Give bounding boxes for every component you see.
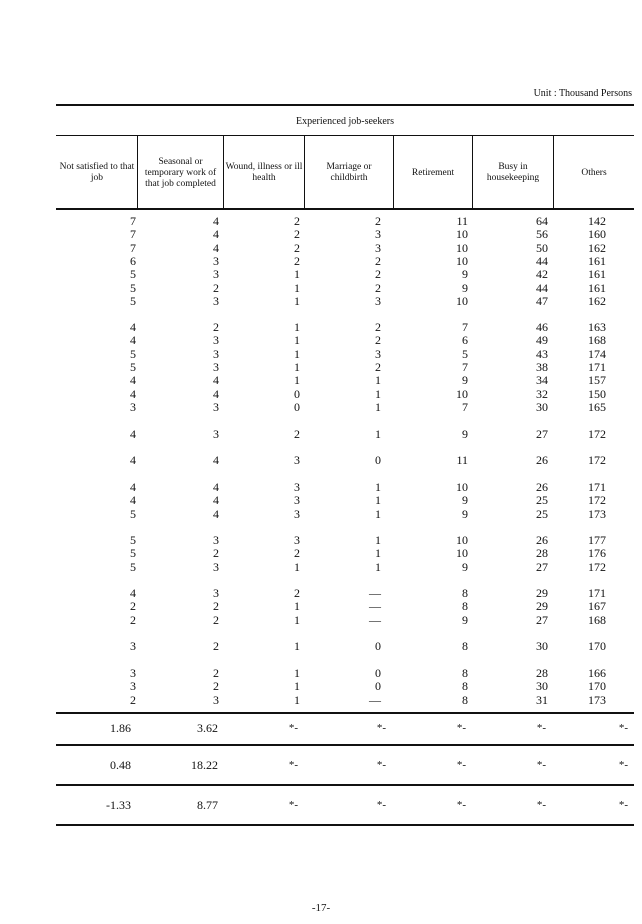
table-cell: 3 xyxy=(375,240,381,255)
table-cell: 5 xyxy=(130,293,136,308)
table-cell: 9 xyxy=(462,427,468,441)
table-row xyxy=(56,361,634,374)
table-cell: 4 xyxy=(213,227,219,242)
table-cell: 168 xyxy=(588,333,606,348)
table-cell: 161 xyxy=(588,280,606,295)
table-cell: 10 xyxy=(456,386,468,401)
summary-top-rule xyxy=(56,712,634,714)
table-cell: 1 xyxy=(294,346,300,361)
table-cell: 172 xyxy=(588,427,606,441)
table-cell: 8 xyxy=(462,586,468,600)
table-cell: 64 xyxy=(536,214,548,228)
table-cell: 3 xyxy=(375,346,381,361)
table-cell: 44 xyxy=(536,253,548,268)
table-cell: 2 xyxy=(294,427,300,441)
table-cell: 4 xyxy=(213,386,219,401)
table-cell: 162 xyxy=(588,240,606,255)
table-cell: 30 xyxy=(536,399,548,414)
table-row xyxy=(56,388,634,401)
summary-cell: *- xyxy=(618,759,628,771)
table-cell: 165 xyxy=(588,399,606,414)
table-cell: 10 xyxy=(456,227,468,242)
table-cell: 4 xyxy=(130,427,136,441)
table-cell: 30 xyxy=(536,679,548,694)
table-cell: 2 xyxy=(294,253,300,268)
table-cell: 29 xyxy=(536,599,548,614)
summary-divider xyxy=(56,784,634,786)
table-cell: 38 xyxy=(536,359,548,374)
table-cell: 2 xyxy=(213,666,219,680)
summary-cell: *- xyxy=(536,759,546,771)
table-cell: 1 xyxy=(375,386,381,401)
table-cell: 162 xyxy=(588,293,606,308)
table-cell: 3 xyxy=(213,359,219,374)
table-cell: 1 xyxy=(375,373,381,388)
table-cell: 7 xyxy=(130,214,136,228)
table-cell: 9 xyxy=(462,493,468,508)
table-cell: 3 xyxy=(294,533,300,547)
table-row xyxy=(56,295,634,308)
table-cell: 172 xyxy=(588,453,606,467)
table-cell: 2 xyxy=(375,253,381,268)
summary-cell: *- xyxy=(288,722,298,734)
table-cell: 49 xyxy=(536,333,548,348)
bottom-rule xyxy=(56,824,634,826)
table-cell: 1 xyxy=(375,399,381,414)
table-cell: 26 xyxy=(536,480,548,494)
table-cell: 6 xyxy=(130,253,136,268)
table-cell: 27 xyxy=(536,559,548,574)
table-cell: 2 xyxy=(375,320,381,334)
table-cell: 1 xyxy=(294,679,300,694)
table-cell: 1 xyxy=(375,493,381,508)
table-row xyxy=(56,481,634,494)
summary-cell: *- xyxy=(618,722,628,734)
table-row xyxy=(56,282,634,295)
unit-label: Unit : Thousand Persons xyxy=(533,88,632,99)
summary-cell: 8.77 xyxy=(197,798,218,812)
table-row xyxy=(56,454,634,467)
table-cell: 4 xyxy=(213,480,219,494)
table-cell: 2 xyxy=(294,240,300,255)
table-row xyxy=(56,255,634,268)
table-cell: 3 xyxy=(130,666,136,680)
table-row xyxy=(56,680,634,693)
table-row xyxy=(56,348,634,361)
table-cell: 28 xyxy=(536,666,548,680)
table-row xyxy=(56,587,634,600)
table-cell: 43 xyxy=(536,346,548,361)
top-rule xyxy=(56,104,634,106)
table-cell: 2 xyxy=(375,359,381,374)
table-cell: 3 xyxy=(213,293,219,308)
table-cell: 2 xyxy=(130,692,136,707)
table-row xyxy=(56,694,634,707)
table-cell: 157 xyxy=(588,373,606,388)
table-cell: — xyxy=(369,599,381,614)
table-cell: 166 xyxy=(588,666,606,680)
table-cell: 1 xyxy=(294,359,300,374)
summary-cell: *- xyxy=(376,722,386,734)
table-cell: 10 xyxy=(456,240,468,255)
table-cell: 8 xyxy=(462,599,468,614)
table-cell: 3 xyxy=(213,399,219,414)
table-cell: 172 xyxy=(588,559,606,574)
table-cell: 176 xyxy=(588,546,606,561)
table-cell: 3 xyxy=(213,533,219,547)
table-cell: 7 xyxy=(462,359,468,374)
summary-cell: *- xyxy=(456,759,466,771)
summary-cell: *- xyxy=(376,759,386,771)
table-cell: 30 xyxy=(536,639,548,653)
table-cell: 3 xyxy=(294,453,300,467)
table-cell: 44 xyxy=(536,280,548,295)
table-cell: 1 xyxy=(294,267,300,282)
table-cell: 1 xyxy=(375,559,381,574)
table-cell: 1 xyxy=(375,506,381,521)
table-cell: 1 xyxy=(294,666,300,680)
table-cell: 10 xyxy=(456,293,468,308)
table-row xyxy=(56,600,634,613)
table-cell: 160 xyxy=(588,227,606,242)
table-cell: 2 xyxy=(294,586,300,600)
summary-cell: *- xyxy=(288,799,298,811)
column-header-not-satisfied: Not satisfied to that job xyxy=(59,162,135,183)
table-row xyxy=(56,640,634,653)
table-cell: 4 xyxy=(130,453,136,467)
table-cell: 9 xyxy=(462,373,468,388)
table-cell: 2 xyxy=(294,214,300,228)
table-row xyxy=(56,428,634,441)
summary-cell: *- xyxy=(376,799,386,811)
table-row xyxy=(56,334,634,347)
table-cell: 25 xyxy=(536,506,548,521)
table-cell: 4 xyxy=(213,506,219,521)
table-cell: 2 xyxy=(213,612,219,627)
table-cell: 173 xyxy=(588,506,606,521)
table-cell: 5 xyxy=(130,559,136,574)
table-cell: 9 xyxy=(462,612,468,627)
table-cell: 4 xyxy=(130,480,136,494)
table-cell: 1 xyxy=(294,559,300,574)
table-cell: 9 xyxy=(462,267,468,282)
table-cell: 2 xyxy=(375,214,381,228)
table-cell: 5 xyxy=(130,533,136,547)
table-cell: 163 xyxy=(588,320,606,334)
table-cell: 10 xyxy=(456,546,468,561)
summary-cell: *- xyxy=(456,799,466,811)
table-cell: 46 xyxy=(536,320,548,334)
table-cell: 25 xyxy=(536,493,548,508)
table-cell: 4 xyxy=(130,320,136,334)
summary-divider xyxy=(56,744,634,746)
table-cell: 2 xyxy=(375,333,381,348)
table-cell: 26 xyxy=(536,453,548,467)
table-cell: 2 xyxy=(130,612,136,627)
table-cell: 7 xyxy=(130,240,136,255)
table-row xyxy=(56,215,634,228)
table-cell: 27 xyxy=(536,612,548,627)
table-cell: 3 xyxy=(213,253,219,268)
table-cell: 47 xyxy=(536,293,548,308)
table-cell: 32 xyxy=(536,386,548,401)
group-header: Experienced job-seekers xyxy=(295,116,394,127)
table-cell: 27 xyxy=(536,427,548,441)
table-cell: 3 xyxy=(213,267,219,282)
table-cell: 1 xyxy=(375,427,381,441)
table-row xyxy=(56,534,634,547)
summary-cell: 1.86 xyxy=(110,721,131,735)
table-cell: 34 xyxy=(536,373,548,388)
table-cell: 7 xyxy=(462,320,468,334)
table-cell: 4 xyxy=(130,493,136,508)
table-cell: 2 xyxy=(213,599,219,614)
header-bottom-rule xyxy=(56,208,634,210)
table-cell: 5 xyxy=(130,280,136,295)
table-cell: 0 xyxy=(375,679,381,694)
table-cell: 0 xyxy=(375,666,381,680)
table-cell: 50 xyxy=(536,240,548,255)
table-cell: 4 xyxy=(130,586,136,600)
table-cell: 8 xyxy=(462,679,468,694)
summary-cell: *- xyxy=(288,759,298,771)
table-cell: 5 xyxy=(130,546,136,561)
table-cell: 3 xyxy=(213,586,219,600)
table-cell: 8 xyxy=(462,692,468,707)
table-cell: 1 xyxy=(294,333,300,348)
table-cell: 170 xyxy=(588,639,606,653)
table-cell: 177 xyxy=(588,533,606,547)
table-row xyxy=(56,547,634,560)
table-row xyxy=(56,228,634,241)
table-cell: 2 xyxy=(213,639,219,653)
table-cell: — xyxy=(369,586,381,600)
table-cell: 161 xyxy=(588,267,606,282)
table-cell: 26 xyxy=(536,533,548,547)
table-cell: 2 xyxy=(375,280,381,295)
table-cell: 167 xyxy=(588,599,606,614)
table-cell: 3 xyxy=(294,506,300,521)
column-header-housekeeping: Busy in housekeeping xyxy=(486,162,540,183)
table-row xyxy=(56,667,634,680)
table-cell: — xyxy=(369,612,381,627)
summary-cell: 18.22 xyxy=(191,758,218,772)
table-cell: 10 xyxy=(456,480,468,494)
table-cell: 150 xyxy=(588,386,606,401)
table-cell: 3 xyxy=(213,346,219,361)
table-row xyxy=(56,561,634,574)
table-cell: 2 xyxy=(213,546,219,561)
table-cell: 0 xyxy=(294,386,300,401)
column-header-others: Others xyxy=(581,167,607,178)
table-cell: 9 xyxy=(462,506,468,521)
table-cell: 142 xyxy=(588,214,606,228)
table-cell: 6 xyxy=(462,333,468,348)
table-cell: 1 xyxy=(375,546,381,561)
table-cell: 3 xyxy=(130,639,136,653)
table-cell: 1 xyxy=(294,293,300,308)
summary-cell: *- xyxy=(536,799,546,811)
table-cell: 171 xyxy=(588,359,606,374)
summary-cell: 0.48 xyxy=(110,758,131,772)
table-cell: 1 xyxy=(294,373,300,388)
table-cell: 31 xyxy=(536,692,548,707)
table-cell: 171 xyxy=(588,480,606,494)
table-cell: 3 xyxy=(213,692,219,707)
table-cell: 2 xyxy=(213,280,219,295)
table-row xyxy=(56,401,634,414)
table-cell: 4 xyxy=(130,333,136,348)
table-cell: 0 xyxy=(375,639,381,653)
table-cell: 4 xyxy=(130,373,136,388)
table-row xyxy=(56,321,634,334)
table-cell: 4 xyxy=(213,373,219,388)
table-cell: 8 xyxy=(462,666,468,680)
table-cell: 10 xyxy=(456,253,468,268)
table-cell: 3 xyxy=(375,227,381,242)
table-row xyxy=(56,242,634,255)
table-cell: 3 xyxy=(213,333,219,348)
table-cell: 10 xyxy=(456,533,468,547)
table-cell: 173 xyxy=(588,692,606,707)
table-cell: 2 xyxy=(294,227,300,242)
table-cell: 1 xyxy=(294,280,300,295)
table-cell: 2 xyxy=(130,599,136,614)
table-cell: 3 xyxy=(213,427,219,441)
table-cell: 3 xyxy=(130,399,136,414)
table-cell: 174 xyxy=(588,346,606,361)
table-cell: 171 xyxy=(588,586,606,600)
page-number: -17- xyxy=(311,902,331,914)
table-cell: 170 xyxy=(588,679,606,694)
table-cell: 2 xyxy=(294,546,300,561)
table-cell: 2 xyxy=(213,320,219,334)
table-cell: 11 xyxy=(456,214,468,228)
table-cell: 1 xyxy=(294,599,300,614)
table-cell: 7 xyxy=(130,227,136,242)
table-cell: 1 xyxy=(375,480,381,494)
table-cell: 29 xyxy=(536,586,548,600)
table-cell: 4 xyxy=(130,386,136,401)
table-cell: 1 xyxy=(294,612,300,627)
column-header-wound-illness: Wound, illness or ill health xyxy=(225,162,303,183)
table-cell: 1 xyxy=(294,320,300,334)
table-cell: 9 xyxy=(462,280,468,295)
table-cell: 4 xyxy=(213,453,219,467)
table-cell: 2 xyxy=(375,267,381,282)
table-cell: 1 xyxy=(375,533,381,547)
table-cell: 168 xyxy=(588,612,606,627)
summary-cell: *- xyxy=(456,722,466,734)
table-cell: 0 xyxy=(294,399,300,414)
table-cell: 7 xyxy=(462,399,468,414)
table-cell: 9 xyxy=(462,559,468,574)
table-cell: 28 xyxy=(536,546,548,561)
table-cell: 4 xyxy=(213,214,219,228)
table-cell: 0 xyxy=(375,453,381,467)
table-cell: 42 xyxy=(536,267,548,282)
table-row xyxy=(56,268,634,281)
column-header-marriage: Marriage or childbirth xyxy=(326,162,372,183)
summary-cell: *- xyxy=(618,799,628,811)
table-row xyxy=(56,374,634,387)
table-cell: 5 xyxy=(130,346,136,361)
table-cell: 5 xyxy=(130,359,136,374)
table-cell: 3 xyxy=(130,679,136,694)
table-cell: 3 xyxy=(375,293,381,308)
table-cell: 2 xyxy=(213,679,219,694)
header-divider xyxy=(56,135,634,136)
table-cell: 1 xyxy=(294,692,300,707)
table-cell: 56 xyxy=(536,227,548,242)
table-cell: 11 xyxy=(456,453,468,467)
table-row xyxy=(56,494,634,507)
table-cell: 3 xyxy=(294,493,300,508)
table-cell: 161 xyxy=(588,253,606,268)
table-row xyxy=(56,614,634,627)
summary-cell: -1.33 xyxy=(106,798,131,812)
table-row xyxy=(56,508,634,521)
table-cell: 4 xyxy=(213,240,219,255)
table-cell: 8 xyxy=(462,639,468,653)
column-header-seasonal: Seasonal or temporary work of that job completed xyxy=(144,156,217,189)
summary-cell: *- xyxy=(536,722,546,734)
summary-cell: 3.62 xyxy=(197,721,218,735)
table-cell: 5 xyxy=(462,346,468,361)
table-cell: 3 xyxy=(294,480,300,494)
table-cell: 5 xyxy=(130,267,136,282)
table-cell: 4 xyxy=(213,493,219,508)
table-cell: 3 xyxy=(213,559,219,574)
table-cell: 1 xyxy=(294,639,300,653)
table-cell: 172 xyxy=(588,493,606,508)
column-header-retirement: Retirement xyxy=(411,167,455,178)
table-cell: 5 xyxy=(130,506,136,521)
table-cell: — xyxy=(369,692,381,707)
